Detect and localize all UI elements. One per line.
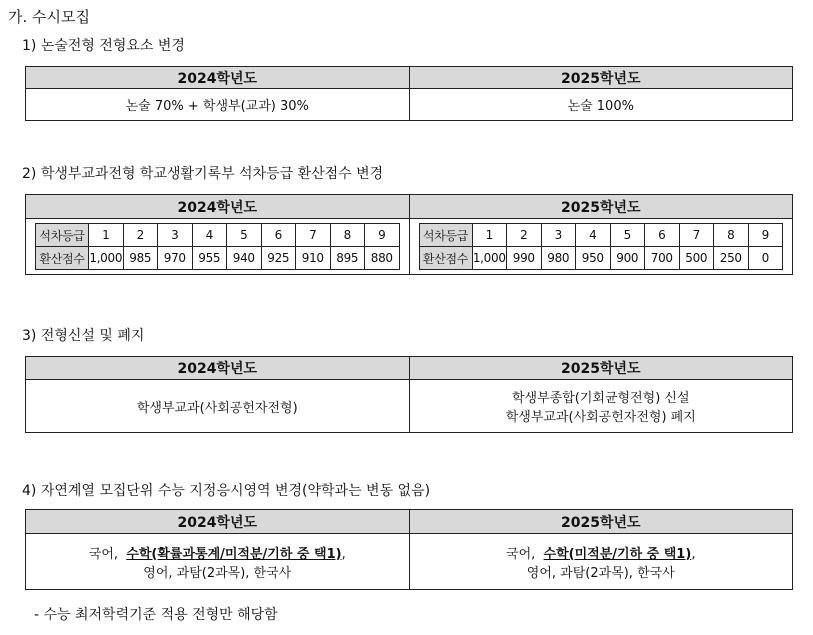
- grade-cell: 3: [158, 224, 193, 247]
- section1-val-2024: 논술 70% + 학생부(교과) 30%: [26, 89, 410, 121]
- score-cell: 1,000: [472, 247, 507, 270]
- score-cell: 950: [576, 247, 611, 270]
- score-cell: 940: [227, 247, 262, 270]
- section4-2025-line2: 영어, 과탐(2과목), 한국사: [526, 565, 675, 581]
- score-cell: 990: [507, 247, 542, 270]
- grade-cell: 4: [576, 224, 611, 247]
- grade-cell: 6: [645, 224, 680, 247]
- section1-col-2025: 2025학년도: [409, 67, 793, 89]
- section2-table: [25, 194, 793, 275]
- grade-label: 석차등급: [36, 224, 89, 247]
- grade-cell: 7: [296, 224, 331, 247]
- section3-heading: 3) 전형신설 및 폐지: [22, 328, 145, 344]
- section1-val-2025: 논술 100%: [409, 89, 793, 121]
- score-cell: 1,000: [89, 247, 124, 270]
- grade-cell: 2: [507, 224, 542, 247]
- section3-val-2025-line2: 학생부교과(사회공헌자전형) 폐지: [505, 410, 696, 425]
- grade-table-2025: [419, 223, 784, 270]
- grade-label: 석차등급: [419, 224, 472, 247]
- section4-2024-math: 수학(확률과통계/미적분/기하 중 택1): [126, 546, 342, 562]
- grade-table-2024-cell: [26, 219, 410, 275]
- footnote: - 수능 최저학력기준 적용 전형만 해당함: [34, 607, 278, 623]
- score-cell: 980: [541, 247, 576, 270]
- score-cell: 250: [714, 247, 749, 270]
- section4-col-2024: 2024학년도: [26, 510, 410, 534]
- score-cell: 700: [645, 247, 680, 270]
- grade-cell: 9: [365, 224, 400, 247]
- section3-val-2024: 학생부교과(사회공헌자전형): [26, 380, 410, 433]
- grade-cell: 1: [472, 224, 507, 247]
- score-label: 환산점수: [419, 247, 472, 270]
- grade-cell: 7: [679, 224, 714, 247]
- section4-2024-comma: ,: [341, 546, 346, 562]
- section3-val-2025: [409, 380, 793, 433]
- grade-cell: 9: [748, 224, 783, 247]
- grade-cell: 6: [261, 224, 296, 247]
- grade-cell: 1: [89, 224, 124, 247]
- grade-cell: 5: [610, 224, 645, 247]
- grade-table-2024: [35, 223, 400, 270]
- score-cell: 0: [748, 247, 783, 270]
- page-title: 가. 수시모집: [8, 8, 90, 26]
- section2-heading: 2) 학생부교과전형 학교생활기록부 석차등급 환산점수 변경: [22, 166, 384, 182]
- section1-heading: 1) 논술전형 전형요소 변경: [22, 38, 185, 54]
- score-cell: 900: [610, 247, 645, 270]
- section4-val-2025: [409, 534, 793, 590]
- score-cell: 500: [679, 247, 714, 270]
- grade-cell: 4: [192, 224, 227, 247]
- section4-col-2025: 2025학년도: [409, 510, 793, 534]
- section1-col-2024: 2024학년도: [26, 67, 410, 89]
- score-cell: 910: [296, 247, 331, 270]
- grade-cell: 8: [330, 224, 365, 247]
- grade-cell: 5: [227, 224, 262, 247]
- section3-val-2025-line1: 학생부종합(기회균형전형) 신설: [511, 391, 690, 406]
- section4-2025-math: 수학(미적분/기하 중 택1): [543, 546, 692, 562]
- score-cell: 970: [158, 247, 193, 270]
- score-cell: 955: [192, 247, 227, 270]
- grade-cell: 3: [541, 224, 576, 247]
- section4-2024-korean: 국어,: [88, 546, 127, 562]
- score-cell: 925: [261, 247, 296, 270]
- section2-col-2024: 2024학년도: [26, 195, 410, 219]
- grade-cell: 2: [123, 224, 158, 247]
- section3-col-2024: 2024학년도: [26, 357, 410, 380]
- score-cell: 895: [330, 247, 365, 270]
- section4-2025-korean: 국어,: [506, 546, 544, 562]
- grade-cell: 8: [714, 224, 749, 247]
- grade-table-2025-cell: [409, 219, 793, 275]
- section4-val-2024: [26, 534, 410, 590]
- section4-2025-comma: ,: [691, 546, 696, 562]
- section3-table: [25, 356, 793, 433]
- section4-2024-line2: 영어, 과탐(2과목), 한국사: [143, 565, 292, 581]
- score-label: 환산점수: [36, 247, 89, 270]
- section3-col-2025: 2025학년도: [409, 357, 793, 380]
- score-cell: 985: [123, 247, 158, 270]
- section1-table: [25, 66, 793, 121]
- section4-table: [25, 509, 793, 590]
- section2-col-2025: 2025학년도: [409, 195, 793, 219]
- section4-heading: 4) 자연계열 모집단위 수능 지정응시영역 변경(약학과는 변동 없음): [22, 483, 431, 499]
- score-cell: 880: [365, 247, 400, 270]
